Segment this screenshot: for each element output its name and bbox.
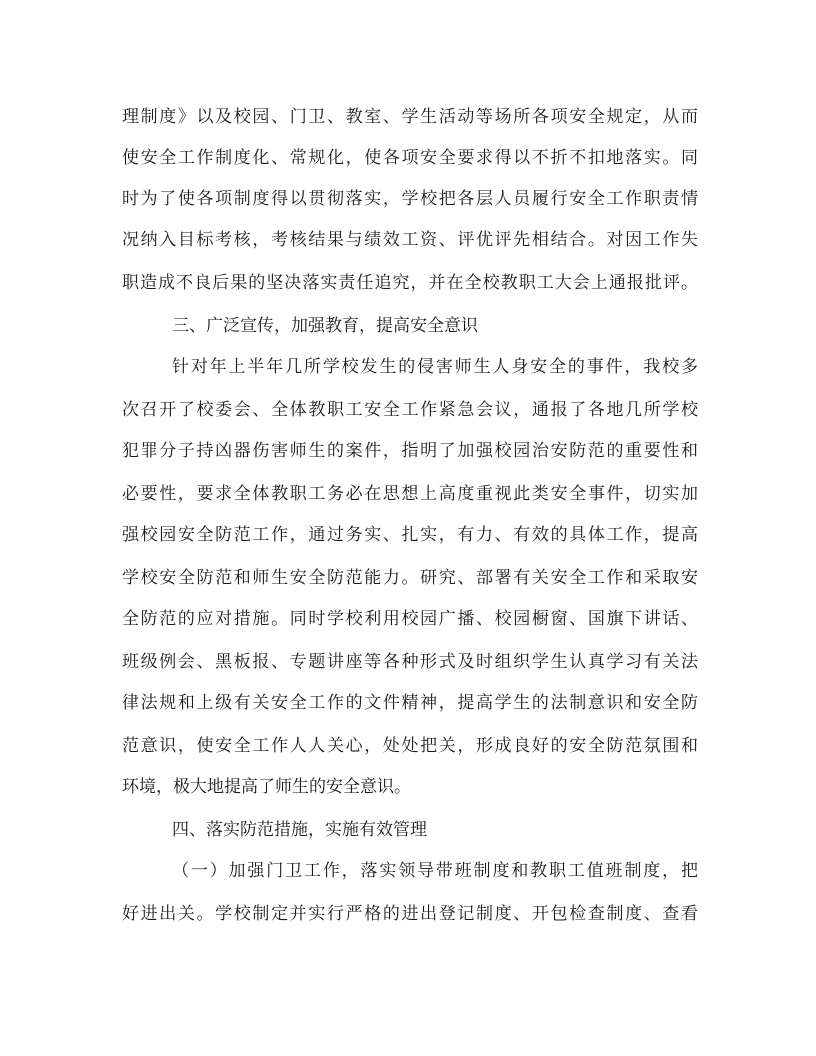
paragraph-line: 况纳入目标考核，考核结果与绩效工资、评优评先相结合。对因工作失 bbox=[122, 230, 698, 250]
paragraph-line: 强校园安全防范工作，通过务实、扎实，有力、有效的具体工作，提高 bbox=[122, 525, 698, 545]
paragraph-line: 环境，极大地提高了师生的安全意识。 bbox=[122, 777, 411, 797]
paragraph-line: 学校安全防范和师生安全防范能力。研究、部署有关安全工作和采取安 bbox=[122, 568, 698, 588]
paragraph-line: 好进出关。学校制定并实行严格的进出登记制度、开包检查制度、查看 bbox=[122, 904, 698, 924]
paragraph-line: 必要性，要求全体教职工务必在思想上高度重视此类安全事件，切实加 bbox=[122, 484, 698, 504]
section-heading-4: 四、落实防范措施，实施有效管理 bbox=[172, 820, 427, 840]
paragraph-line: 次召开了校委会、全体教职工安全工作紧急会议，通报了各地几所学校 bbox=[122, 400, 698, 420]
paragraph-line: （一）加强门卫工作，落实领导带班制度和教职工值班制度，把 bbox=[172, 861, 698, 881]
paragraph-line: 理制度》以及校园、门卫、教室、学生活动等场所各项安全规定，从而 bbox=[122, 107, 698, 127]
paragraph-line: 范意识，使安全工作人人关心，处处把关，形成良好的安全防范氛围和 bbox=[122, 736, 698, 756]
paragraph-line: 使安全工作制度化、常规化，使各项安全要求得以不折不扣地落实。同 bbox=[122, 148, 698, 168]
paragraph-line: 职造成不良后果的坚决落实责任追究，并在全校教职工大会上通报批评。 bbox=[122, 273, 698, 293]
paragraph-line: 班级例会、黑板报、专题讲座等各种形式及时组织学生认真学习有关法 bbox=[122, 652, 698, 672]
section-heading-3: 三、广泛宣传，加强教育，提高安全意识 bbox=[172, 316, 478, 336]
paragraph-line: 犯罪分子持凶器伤害师生的案件，指明了加强校园治安防范的重要性和 bbox=[122, 441, 698, 461]
paragraph-line: 全防范的应对措施。同时学校利用校园广播、校园橱窗、国旗下讲话、 bbox=[122, 609, 698, 629]
paragraph-line: 时为了使各项制度得以贯彻落实，学校把各层人员履行安全工作职责情 bbox=[122, 189, 698, 209]
paragraph-line: 律法规和上级有关安全工作的文件精神，提高学生的法制意识和安全防 bbox=[122, 693, 698, 713]
paragraph-line: 针对年上半年几所学校发生的侵害师生人身安全的事件，我校多 bbox=[172, 357, 698, 377]
